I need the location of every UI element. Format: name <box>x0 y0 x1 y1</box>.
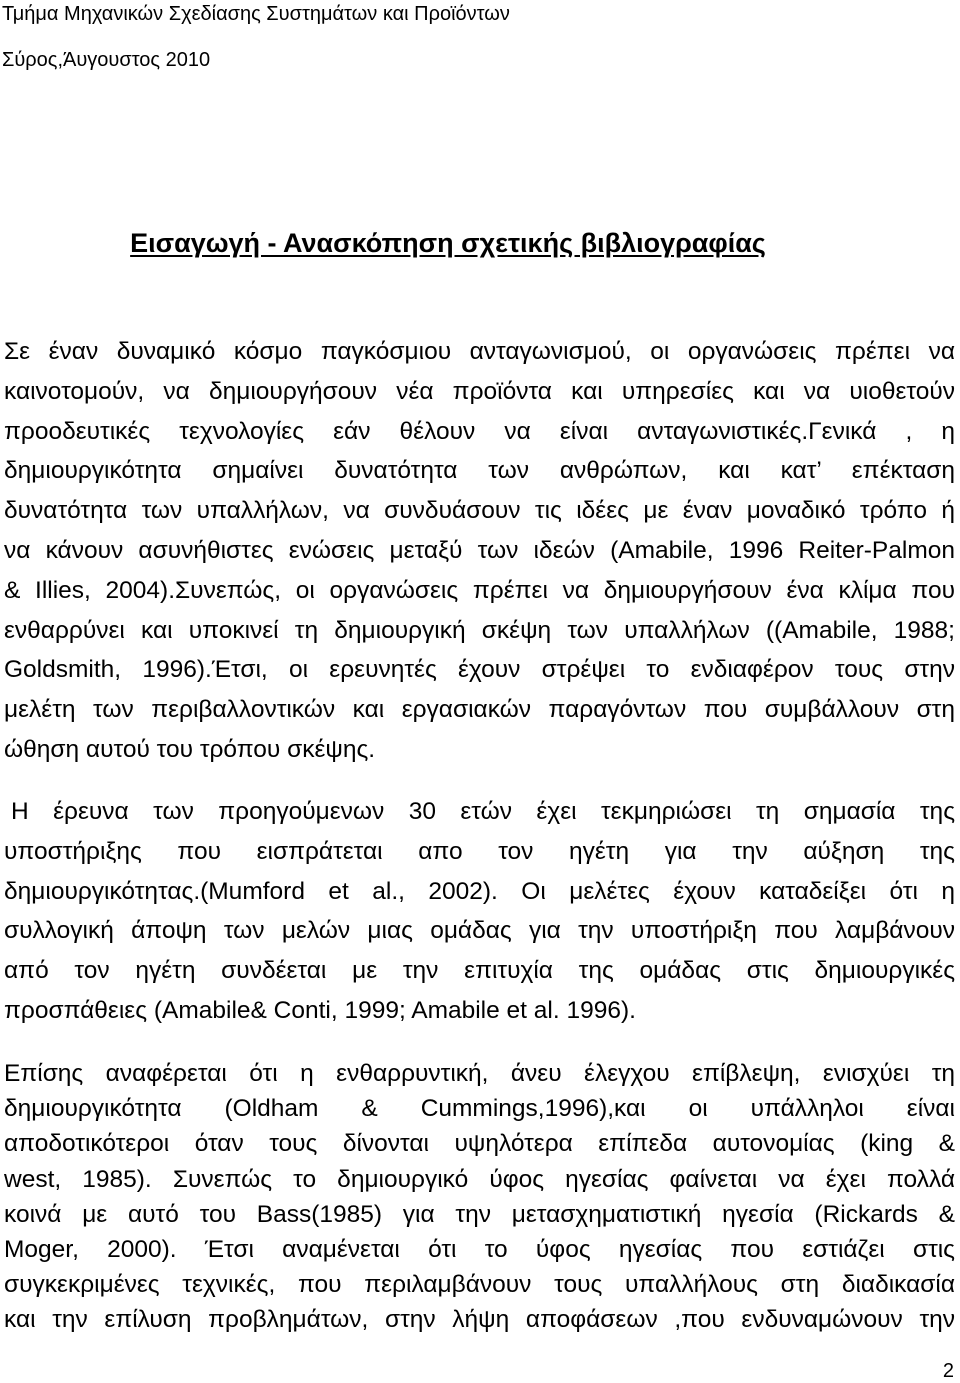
paragraph-line: δημιουργικότητα σημαίνει δυνατότητα των ανθρώπων, και κατ’ επέκταση <box>4 457 955 485</box>
paragraph-line: από τον ηγέτη συνδέεται με την επιτυχία της ομάδας στις δημιουργικές <box>4 957 955 985</box>
paragraph-line: Σε έναν δυναμικό κόσμο παγκόσμιου ανταγωνισμού, οι οργανώσεις πρέπει να <box>4 338 955 365</box>
paragraph-line: ενθαρρύνει και υποκινεί τη δημιουργική σκέψη των υπαλλήλων ((Amabile, 1988; <box>4 616 955 644</box>
paragraph-line: υποστήριξης που εισπράτεται απο τον ηγέτη για την αύξηση της <box>4 837 955 865</box>
paragraph-1 <box>4 332 955 770</box>
paragraph-line: Moger, 2000). Έτσι αναμένεται ότι το ύφος ηγεσίας που εστιάζει στις <box>4 1236 955 1264</box>
paragraph-line: προοδευτικές τεχνολογίες εάν θέλουν να είναι ανταγωνιστικές.Γενικά , η <box>4 417 955 445</box>
paragraph-line: ώθηση αυτού του τρόπου σκέψης. <box>4 735 376 763</box>
paragraph-line: συλλογική άποψη των μελών μιας ομάδας για την υποστήριξη που λαμβάνουν <box>4 917 955 945</box>
paragraph-line: μελέτη των περιβαλλοντικών και εργασιακών παραγόντων που συμβάλλουν στη <box>4 696 955 724</box>
paragraph-line: καινοτομούν, να δημιουργήσουν νέα προϊόντα και υπηρεσίες και να υιοθετούν <box>4 377 955 405</box>
paragraph-line: και την επίλυση προβλημάτων, στην λήψη αποφάσεων ,που ενδυναμώνουν την <box>4 1306 955 1334</box>
paragraph-line: κοινά με αυτό του Bass(1985) για την μετασχηματιστική ηγεσία (Rickards & <box>4 1200 955 1228</box>
paragraph-line: να κάνουν ασυνήθιστες ενώσεις μεταξύ των ιδεών (Amabile, 1996 Reiter-Palmon <box>4 536 955 564</box>
paragraph-2 <box>4 792 955 1031</box>
section-title: Εισαγωγή - Ανασκόπηση σχετικής βιβλιογραφίας <box>130 228 766 258</box>
header-place-date: Σύρος,Άυγουστος 2010 <box>2 49 211 71</box>
paragraph-line: προσπάθειες (Amabile& Conti, 1999; Amabile et al. 1996). <box>4 996 636 1024</box>
paragraph-line: δυνατότητα των υπαλλήλων, να συνδυάσουν τις ιδέες με έναν μοναδικό τρόπο ή <box>4 497 955 525</box>
paragraph-line: & Illies, 2004).Συνεπώς, οι οργανώσεις πρέπει να δημιουργήσουν ένα κλίμα που <box>4 576 955 604</box>
page-number: 2 <box>942 1360 954 1382</box>
header-department: Τμήμα Μηχανικών Σχεδίασης Συστημάτων και Προϊόντων <box>2 3 510 25</box>
paragraph-line: Επίσης αναφέρεται ότι η ενθαρρυντική, άνευ έλεγχου επίβλεψη, ενισχύει τη <box>4 1060 955 1087</box>
paragraph-3 <box>4 1056 955 1338</box>
paragraph-line: west, 1985). Συνεπώς το δημιουργικό ύφος ηγεσίας φαίνεται να έχει πολλά <box>4 1165 955 1193</box>
paragraph-line: Η έρευνα των προηγούμενων 30 ετών έχει τεκμηριώσει τη σημασία της <box>11 798 955 825</box>
paragraph-line: Goldsmith, 1996).Έτσι, οι ερευνητές έχουν στρέψει το ενδιαφέρον τους στην <box>4 656 955 684</box>
paragraph-line: δημιουργικότητας.(Mumford et al., 2002). Οι μελέτες έχουν καταδείξει ότι η <box>4 877 955 905</box>
paragraph-line: συγκεκριμένες τεχνικές, που περιλαμβάνουν τους υπαλλήλους στη διαδικασία <box>4 1271 955 1299</box>
paragraph-line: δημιουργικότητα (Oldham & Cummings,1996),και οι υπάλληλοι είναι <box>4 1095 955 1123</box>
paragraph-line: αποδοτικότεροι όταν τους δίνονται υψηλότερα επίπεδα αυτονομίας (king & <box>4 1130 955 1158</box>
